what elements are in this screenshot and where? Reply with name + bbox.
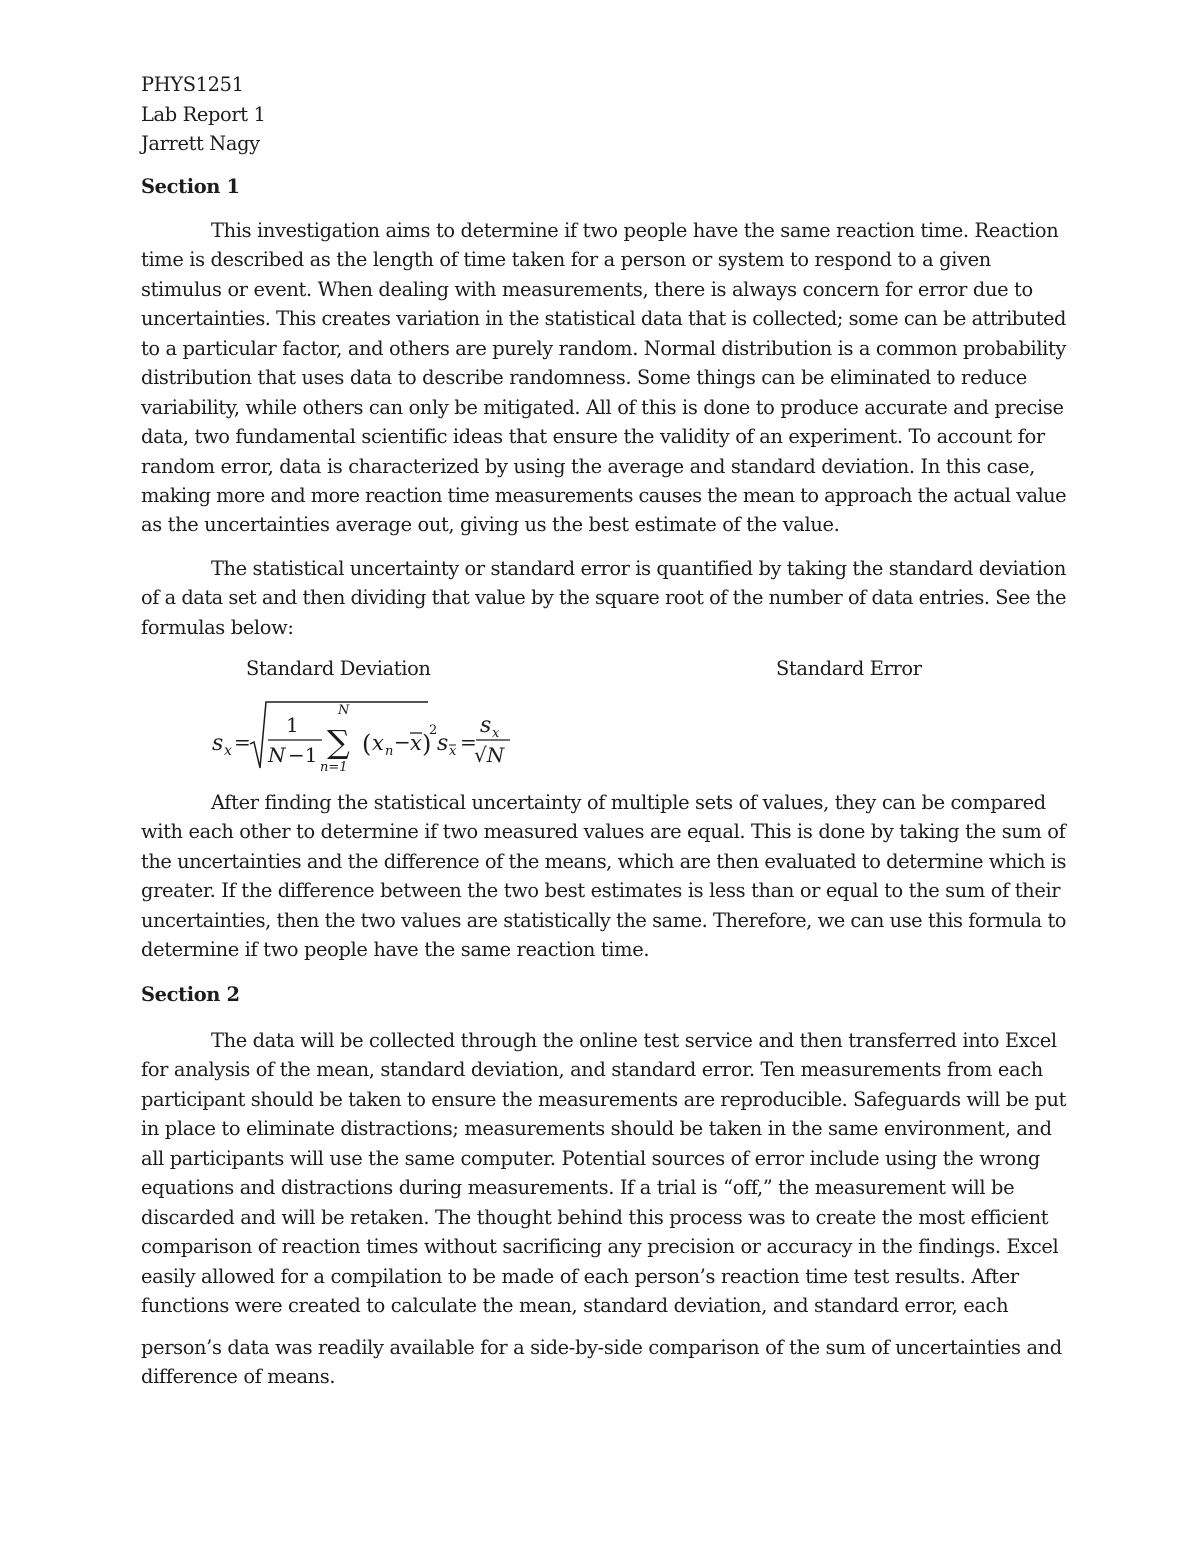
- open-paren: (: [362, 730, 372, 758]
- formula-squared: 2: [429, 723, 438, 738]
- paragraph-line: The data will be collected through the online test service and then transferred into Excel: [211, 1029, 1057, 1052]
- paragraph-line: functions were created to calculate the mean, standard deviation, and standard error, each: [141, 1293, 1009, 1317]
- std-dev-label: Standard Deviation: [246, 657, 431, 680]
- formula-svg: [210, 698, 530, 778]
- paragraph-line: discarded and will be retaken. The thought behind this process was to create the most efficient: [141, 1205, 1049, 1229]
- section-2-paragraph-1: [141, 1026, 1066, 1320]
- formula-numerator-subscript: x: [492, 726, 500, 741]
- formula-sxbar-subscript: x: [449, 744, 457, 759]
- paragraph-line: in place to eliminate distractions; measurements should be taken in the same environment, and: [141, 1117, 1052, 1141]
- formula-xn-subscript: n: [385, 744, 394, 759]
- formula-minus-one: −1: [288, 743, 318, 767]
- formula-equals: =: [234, 730, 251, 754]
- paragraph-line: This investigation aims to determine if two people have the same reaction time. Reaction: [211, 219, 1059, 242]
- sigma-icon: ∑: [327, 723, 350, 761]
- course-code: PHYS1251: [141, 73, 244, 96]
- paragraph-line: easily allowed for a compilation to be made of each person’s reaction time test results. After: [141, 1264, 1019, 1288]
- formula-sx-subscript: x: [224, 743, 232, 759]
- std-err-label: Standard Error: [776, 657, 922, 680]
- formula-xn: x: [372, 731, 384, 755]
- formula-N: N: [268, 743, 286, 767]
- section-2-paragraph-2: [141, 1333, 1066, 1392]
- section-1-paragraph-2: [141, 554, 1066, 642]
- paragraph-line: time is described as the length of time taken for a person or system to respond to a given: [141, 248, 991, 272]
- paragraph-line: uncertainties. This creates variation in the statistical data that is collected; some can be attributed: [141, 307, 1066, 331]
- paragraph-line: with each other to determine if two measured values are equal. This is done by taking the sum of: [141, 820, 1066, 844]
- paragraph-line: the uncertainties and the difference of the means, which are then evaluated to determine which is: [141, 849, 1066, 873]
- formula-numerator-s: s: [480, 713, 492, 738]
- paragraph-line: distribution that uses data to describe randomness. Some things can be eliminated to reduce: [141, 366, 1027, 390]
- section-2-heading: Section 2: [141, 983, 240, 1006]
- formula-xbar: x: [410, 731, 422, 755]
- paragraph-line: as the uncertainties average out, giving us the best estimate of the value.: [141, 513, 840, 537]
- sum-upper-limit: N: [338, 703, 350, 718]
- section-1-paragraph-1: [141, 216, 1066, 540]
- paragraph-line: comparison of reaction times without sacrificing any precision or accuracy in the findings. Excel: [141, 1235, 1059, 1259]
- paragraph-line: of a data set and then dividing that value by the square root of the number of data entries. See the: [141, 586, 1066, 610]
- paragraph-line: data, two fundamental scientific ideas that ensure the validity of an experiment. To account for: [141, 425, 1045, 449]
- paragraph-line: uncertainties, then the two values are statistically the same. Therefore, we can use this formula to: [141, 908, 1066, 932]
- sum-lower-limit: n=1: [320, 760, 348, 775]
- paragraph-line: equations and distractions during measurements. If a trial is “off,” the measurement will be: [141, 1176, 1015, 1200]
- section-1-heading: Section 1: [141, 175, 240, 198]
- paragraph-line: After finding the statistical uncertainty of multiple sets of values, they can be compared: [211, 791, 1046, 814]
- paragraph-line: variability, while others can only be mitigated. All of this is done to produce accurate and precise: [141, 395, 1064, 419]
- author-name: Jarrett Nagy: [141, 132, 260, 155]
- paragraph-line: The statistical uncertainty or standard error is quantified by taking the standard deviation: [211, 557, 1066, 580]
- section-1-paragraph-3: [141, 788, 1066, 965]
- paragraph-line: stimulus or event. When dealing with measurements, there is always concern for error due to: [141, 277, 1033, 301]
- formula-one: 1: [286, 713, 299, 737]
- paragraph-line: random error, data is characterized by using the average and standard deviation. In this case,: [141, 454, 1035, 478]
- paragraph-line: all participants will use the same computer. Potential sources of error include using the wrong: [141, 1146, 1040, 1170]
- formula-equals-2: =: [460, 730, 477, 754]
- paragraph-line: to a particular factor, and others are purely random. Normal distribution is a common probability: [141, 336, 1066, 360]
- paragraph-line: for analysis of the mean, standard deviation, and standard error. Ten measurements from each: [141, 1058, 1043, 1082]
- paragraph-line: determine if two people have the same reaction time.: [141, 938, 650, 962]
- formula-sxbar: s: [437, 731, 449, 756]
- document-page: [141, 70, 1066, 159]
- paragraph-line: formulas below:: [141, 615, 294, 639]
- paragraph-line: person’s data was readily available for a side-by-side comparison of the sum of uncertainties and: [141, 1336, 1062, 1359]
- formula-sqrt-N: √N: [474, 743, 505, 767]
- paragraph-line: difference of means.: [141, 1365, 336, 1389]
- paragraph-line: participant should be taken to ensure the measurements are reproducible. Safeguards will be put: [141, 1087, 1066, 1111]
- paragraph-line: greater. If the difference between the two best estimates is less than or equal to the sum of their: [141, 879, 1061, 903]
- formula-block: [210, 698, 530, 778]
- report-title: Lab Report 1: [141, 102, 266, 126]
- formula-minus: −: [394, 730, 411, 754]
- formula-sx: s: [212, 731, 224, 756]
- paragraph-line: making more and more reaction time measurements causes the mean to approach the actual value: [141, 483, 1066, 507]
- close-paren: ): [422, 730, 432, 758]
